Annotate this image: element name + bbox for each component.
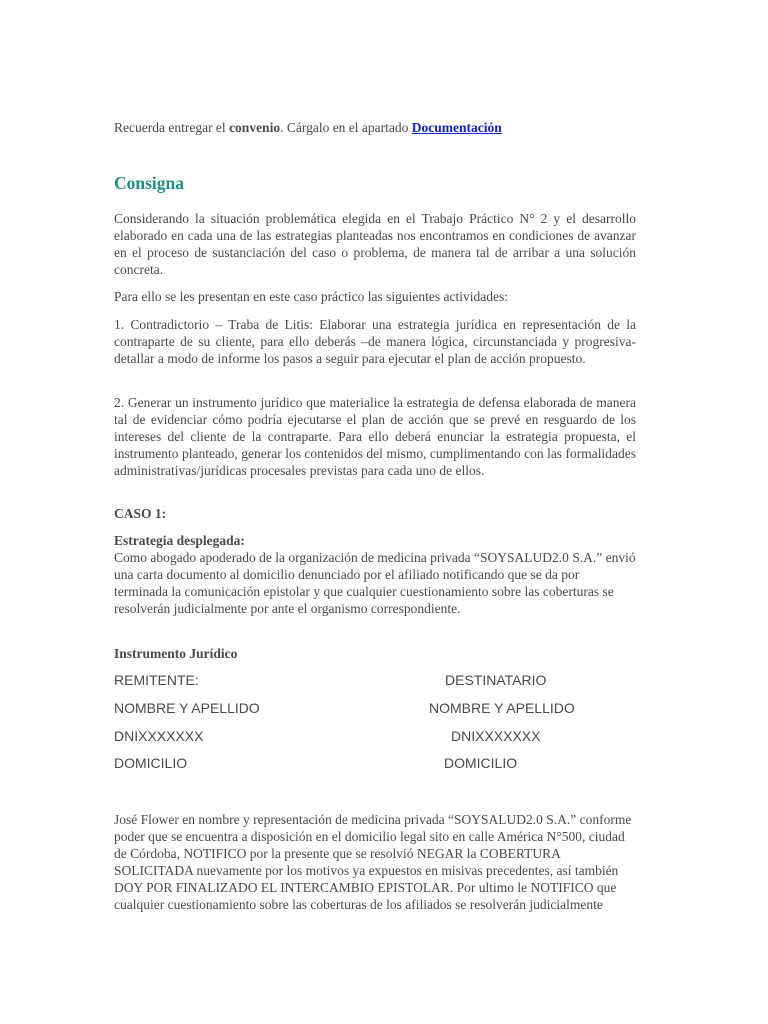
intro-bold-word: convenio <box>229 120 281 135</box>
form-row-remitente <box>114 672 634 690</box>
instrumento-heading: Instrumento Jurídico <box>114 646 238 661</box>
domicilio-right: DOMICILIO <box>444 755 518 771</box>
nombre-left: NOMBRE Y APELLIDO <box>114 700 260 716</box>
intro-text-middle: . Cárgalo en el apartado <box>280 120 412 135</box>
intro-text-before: Recuerda entregar el <box>114 120 230 135</box>
destinatario-label: DESTINATARIO <box>445 672 547 688</box>
dni-left: DNIXXXXXXX <box>114 728 204 744</box>
intro-reminder <box>114 119 636 136</box>
consigna-heading: Consigna <box>114 173 185 193</box>
domicilio-left: DOMICILIO <box>114 755 188 771</box>
estrategia-text: Como abogado apoderado de la organización de medicina privada “SOYSALUD2.0 S.A.” envió una carta documento al domicilio denunciado por el afiliado notificando que se da por terminada la comunicación epistolar y que cualquier cuestionamiento sobre las coberturas se resolverán judicialmente por ante el organismo correspondiente. <box>114 550 636 616</box>
consigna-paragraph-2: Para ello se les presentan en este caso práctico las siguientes actividades: <box>114 289 508 304</box>
activity-2-paragraph: 2. Generar un instrumento jurídico que materialice la estrategia de defensa elaborada de manera tal de evidenciar cómo podría ejecutarse el plan de acción que se prevé en resguardo de los intereses del cliente de la contraparte. Para ello deberá enunciar la estrategia propuesta, el instrumento planteado, generar los contenidos del mismo, cumplimentando con las formalidades administrativas/jurídicas procesales previstas para cada uno de ellos. <box>114 395 636 478</box>
nombre-right: NOMBRE Y APELLIDO <box>429 700 575 716</box>
caso-heading: CASO 1: <box>114 506 167 521</box>
activity-1-paragraph: 1. Contradictorio – Traba de Litis: Elaborar una estrategia jurídica en representación de la contraparte de su cliente, para ello deberás –de manera lógica, circunstanciada y progresiva- detallar a modo de informe los pasos a seguir para ejecutar el plan de acción propuesto. <box>114 317 636 366</box>
form-row-domicilio <box>114 755 634 773</box>
form-row-nombre <box>114 700 634 718</box>
form-row-dni <box>114 728 634 746</box>
remitente-label: REMITENTE: <box>114 672 199 688</box>
documentacion-link[interactable]: Documentación <box>411 120 502 135</box>
dni-right: DNIXXXXXXX <box>451 728 541 744</box>
estrategia-heading: Estrategia desplegada: <box>114 533 245 548</box>
consigna-paragraph-1: Considerando la situación problemática elegida en el Trabajo Práctico N° 2 y el desarrollo elaborado en cada una de las estrategias planteadas nos encontramos en condiciones de avanzar en el proceso de sustanciación del caso o problema, de manera tal de arribar a una solución concreta. <box>114 211 636 277</box>
letter-body: José Flower en nombre y representación de medicina privada “SOYSALUD2.0 S.A.” conforme poder que se encuentra a disposición en el domicilio legal sito en calle América N°500, ciudad de Córdoba, NOTIFICO por la presente que se resolvió NEGAR la COBERTURA SOLICITADA nuevamente por los motivos ya expuestos en misivas precedentes, así también DOY POR FINALIZADO EL INTERCAMBIO EPISTOLAR. Por ultimo le NOTIFICO que cualquier cuestionamiento sobre las coberturas de los afiliados se resolverán judicialmente <box>114 812 632 912</box>
